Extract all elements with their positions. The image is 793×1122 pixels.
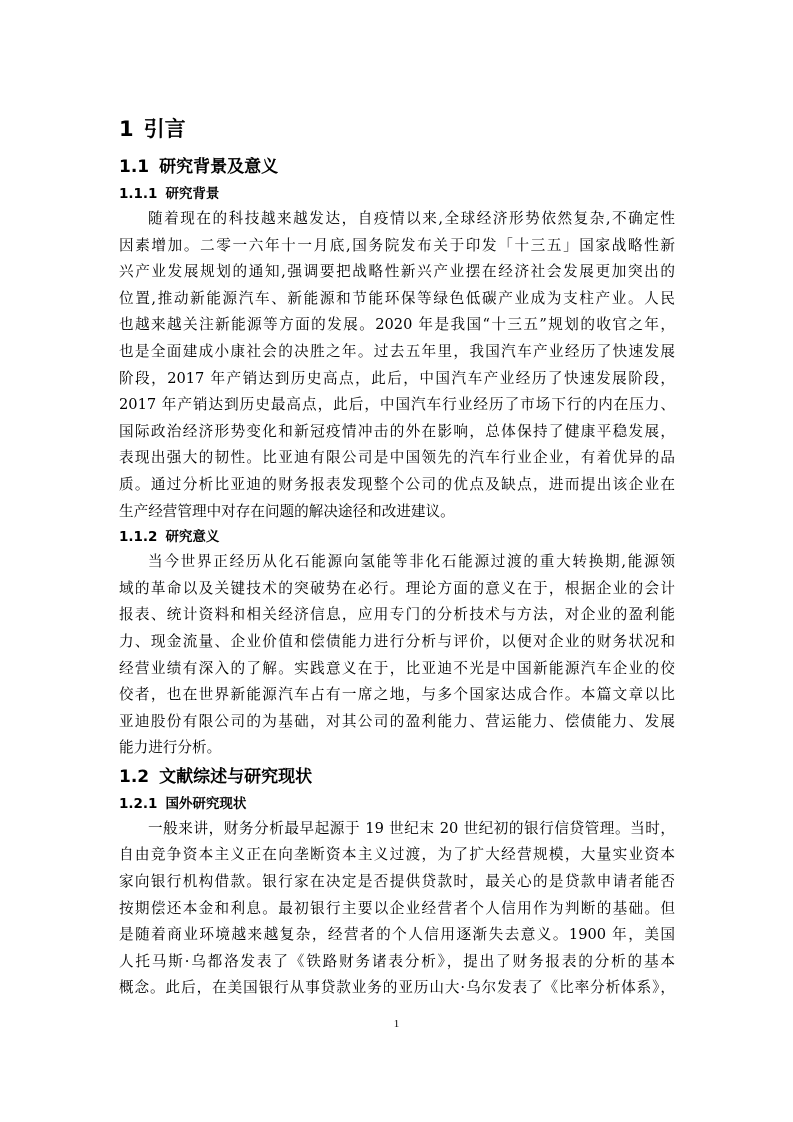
subsection-title: 国外研究现状 [165, 795, 247, 812]
subsection-number: 1.1.1 [119, 186, 158, 202]
subsection-heading [119, 525, 675, 549]
paragraph-line: 表现出强大的韧性。比亚迪有限公司是中国领先的汽车行业企业，有着优异的品 [119, 449, 675, 467]
section-number: 1.2 [119, 766, 150, 787]
paragraph-line: 也越来越关注新能源等方面的发展。2020 年是我国“十三五”规划的收官之年， [119, 316, 675, 334]
paragraph-line: 按期偿还本金和利息。最初银行主要以企业经营者个人信用作为判断的基础。但 [119, 899, 675, 917]
subsection-title: 研究背景 [165, 186, 220, 202]
paragraph-line: 家向银行机构借款。银行家在决定是否提供贷款时，最关心的是贷款申请者能否 [119, 873, 675, 891]
subsection-number: 1.2.1 [119, 795, 158, 812]
paragraph-line: 阶段，2017 年产销达到历史高点，此后，中国汽车产业经历了快速发展阶段， [119, 369, 675, 387]
paragraph-foreign-research [119, 816, 675, 1002]
paragraph-line: 也是全面建成小康社会的决胜之年。过去五年里，我国汽车产业经历了快速发展 [119, 342, 675, 360]
paragraph-line: 位置,推动新能源汽车、新能源和节能环保等绿色低碳产业成为支柱产业。人民 [119, 289, 675, 307]
paragraph-line: 经营业绩有深入的了解。实践意义在于，比亚迪不光是中国新能源汽车企业的佼 [119, 659, 675, 677]
section-title: 文献综述与研究现状 [159, 766, 313, 787]
paragraph-line: 质。通过分析比亚迪的财务报表发现整个公司的优点及缺点，进而提出该企业在 [119, 475, 675, 493]
section-title: 研究背景及意义 [159, 157, 279, 177]
paragraph-line: 当今世界正经历从化石能源向氢能等非化石能源过渡的重大转换期,能源领 [148, 553, 675, 571]
paragraph-line: 生产经营管理中对存在问题的解决途径和改进建议。 [119, 502, 455, 520]
chapter-number: 1 [119, 117, 134, 141]
paragraph-line: 亚迪股份有限公司的为基础，对其公司的盈利能力、营运能力、偿债能力、发展 [119, 712, 675, 730]
paragraph-line: 2017 年产销达到历史最高点，此后，中国汽车行业经历了市场下行的内在压力、 [119, 396, 675, 414]
paragraph-line: 人托马斯·乌都洛发表了《铁路财务诸表分析》，提出了财务报表的分析的基本 [119, 952, 675, 970]
paragraph-line: 佼者，也在世界新能源汽车占有一席之地，与多个国家达成合作。本篇文章以比 [119, 686, 675, 704]
page-number: 1 [393, 1018, 400, 1030]
section-number: 1.1 [119, 157, 150, 177]
paragraph-line: 因素增加。二零一六年十一月底,国务院发布关于印发「十三五」国家战略性新 [119, 236, 675, 254]
paragraph-line: 是随着商业环境越来越复杂，经营者的个人信用逐渐失去意义。1900 年，美国 [119, 926, 675, 944]
subsection-number: 1.1.2 [119, 529, 158, 546]
paragraph-line: 能力进行分析。 [119, 739, 222, 757]
paragraph-line: 域的革命以及关键技术的突破势在必行。理论方面的意义在于，根据企业的会计 [119, 579, 675, 597]
chapter-title: 引言 [143, 117, 186, 141]
paragraph-line: 概念。此后，在美国银行从事贷款业务的亚历山大·乌尔发表了《比率分析体系》， [119, 979, 675, 997]
subsection-heading [119, 182, 675, 206]
paragraph-research-significance [119, 549, 675, 762]
paragraph-line: 自由竞争资本主义正在向垄断资本主义过渡，为了扩大经营规模，大量实业资本 [119, 846, 675, 864]
page-content [119, 114, 675, 1002]
paragraph-research-background [119, 206, 675, 525]
paragraph-line: 一般来讲，财务分析最早起源于 19 世纪末 20 世纪初的银行信贷管理。当时， [148, 819, 675, 837]
section-heading [119, 152, 675, 182]
section-heading [119, 762, 675, 792]
subsection-heading [119, 792, 675, 816]
paragraph-line: 兴产业发展规划的通知,强调要把战略性新兴产业摆在经济社会发展更加突出的 [119, 263, 675, 281]
paragraph-line: 随着现在的科技越来越发达，自疫情以来,全球经济形势依然复杂,不确定性 [148, 210, 675, 227]
subsection-title: 研究意义 [165, 529, 220, 546]
paragraph-line: 报表、统计资料和相关经济信息，应用专门的分析技术与方法，对企业的盈利能 [119, 606, 675, 624]
paragraph-line: 国际政治经济形势变化和新冠疫情冲击的外在影响，总体保持了健康平稳发展， [119, 422, 675, 440]
paragraph-line: 力、现金流量、企业价值和偿债能力进行分析与评价，以便对企业的财务状况和 [119, 632, 675, 650]
chapter-heading [119, 114, 675, 144]
